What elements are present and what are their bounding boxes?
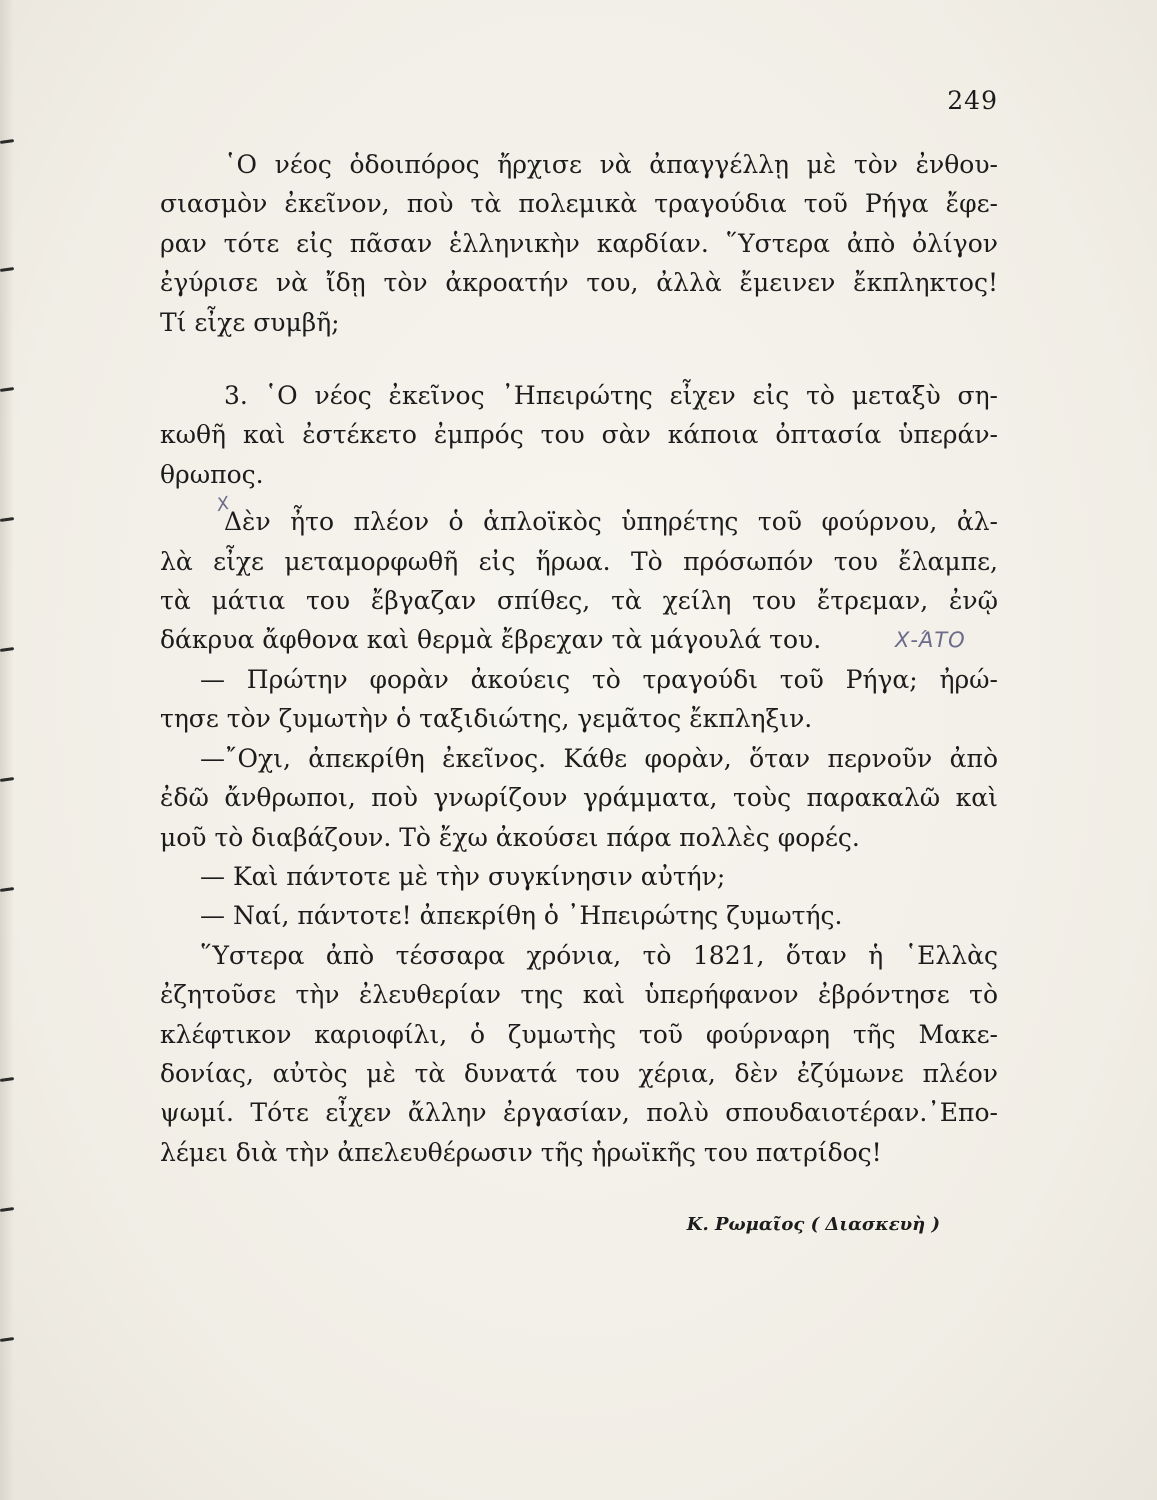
text-line: σιασμὸν ἐκεῖνον, ποὺ τὰ πολεμικὰ τραγούδια τοῦ Ρήγα ἔφε- <box>160 189 998 219</box>
text-line: κωθῆ καὶ ἐστέκετο ἐμπρός του σὰν κάποια ὀπτασία ὑπεράν- <box>160 420 998 450</box>
paragraph-gap <box>160 494 998 502</box>
dialogue-line: — Ναί, πάντοτε! ἀπεκρίθη ὁ ᾿Ηπειρώτης ζυμωτής. <box>200 901 843 931</box>
binding-edge <box>0 0 14 1500</box>
dialogue-line: —῎Οχι, ἀπεκρίθη ἐκεῖνος. Κάθε φορὰν, ὅταν περνοῦν ἀπὸ <box>200 743 998 773</box>
handwritten-margin-mark: Χ <box>214 492 232 517</box>
text-line: ἐδῶ ἄνθρωποι, ποὺ γνωρίζουν γράμματα, τοὺς παρακαλῶ καὶ <box>160 783 998 813</box>
text-line: 3. ῾Ο νέος ἐκεῖνος ᾿Ηπειρώτης εἶχεν εἰς τὸ μεταξὺ ση- <box>224 381 998 411</box>
author-signature: Κ. Ρωμαῖος ( Διασκευὴ ) <box>686 1214 940 1235</box>
text-line: λέμει διὰ τὴν ἀπελευθέρωσιν τῆς ἡρωϊκῆς του πατρίδος! <box>160 1137 882 1167</box>
paragraph-gap <box>160 342 998 376</box>
text-line: ῞Υστερα ἀπὸ τέσσαρα χρόνια, τὸ 1821, ὅταν ἡ ῾Ελλὰς <box>200 940 998 970</box>
text-line: θρωπος. <box>160 459 264 489</box>
body-text <box>160 145 998 1172</box>
handwritten-end-mark: Χ-ΆΤΟ <box>895 628 966 652</box>
text-line: δάκρυα ἄφθονα καὶ θερμὰ ἔβρεχαν τὰ μάγουλά του. <box>160 625 822 655</box>
dialogue-line: — Πρώτην φορὰν ἀκούεις τὸ τραγούδι τοῦ Ρήγα; ἠρώ- <box>200 664 998 694</box>
text-line: ψωμί. Τότε εἶχεν ἄλλην ἐργασίαν, πολὺ σπουδαιοτέραν.᾿Επο- <box>160 1098 998 1128</box>
text-line: ἐζητοῦσε τὴν ἐλευθερίαν της καὶ ὑπερήφανον ἐβρόντησε τὸ <box>160 980 998 1010</box>
text-line: Τί εἶχε συμβῆ; <box>160 307 340 337</box>
text-line: ραν τότε εἰς πᾶσαν ἑλληνικὴν καρδίαν. ῞Υστερα ἀπὸ ὀλίγον <box>160 228 998 258</box>
dialogue-line: — Καὶ πάντοτε μὲ τὴν συγκίνησιν αὐτήν; <box>200 861 726 891</box>
page-number: 249 <box>947 86 998 115</box>
text-line: τησε τὸν ζυμωτὴν ὁ ταξιδιώτης, γεμᾶτος ἔκπληξιν. <box>160 704 813 734</box>
text-line: ἐγύρισε νὰ ἴδῃ τὸν ἀκροατήν του, ἀλλὰ ἔμεινεν ἔκπληκτος! <box>160 268 998 298</box>
text-line: λὰ εἶχε μεταμορφωθῆ εἰς ἥρωα. Τὸ πρόσωπόν του ἔλαμπε, <box>160 546 998 576</box>
text-line: μοῦ τὸ διαβάζουν. Τὸ ἔχω ἀκούσει πάρα πολλὲς φορές. <box>160 822 860 852</box>
text-line: τὰ μάτια του ἔβγαζαν σπίθες, τὰ χείλη του ἔτρεμαν, ἐνῷ <box>160 586 998 616</box>
text-line: Δὲν ἦτο πλέον ὁ ἁπλοϊκὸς ὑπηρέτης τοῦ φούρνου, ἀλ- <box>224 507 998 537</box>
text-line: κλέφτικον καριοφίλι, ὁ ζυμωτὴς τοῦ φούρναρη τῆς Μακε- <box>160 1019 998 1049</box>
text-line: ῾Ο νέος ὁδοιπόρος ἤρχισε νὰ ἀπαγγέλλῃ μὲ τὸν ἐνθου- <box>224 150 998 179</box>
text-line: δονίας, αὐτὸς μὲ τὰ δυνατά του χέρια, δὲν ἐζύμωνε πλέον <box>160 1058 998 1088</box>
